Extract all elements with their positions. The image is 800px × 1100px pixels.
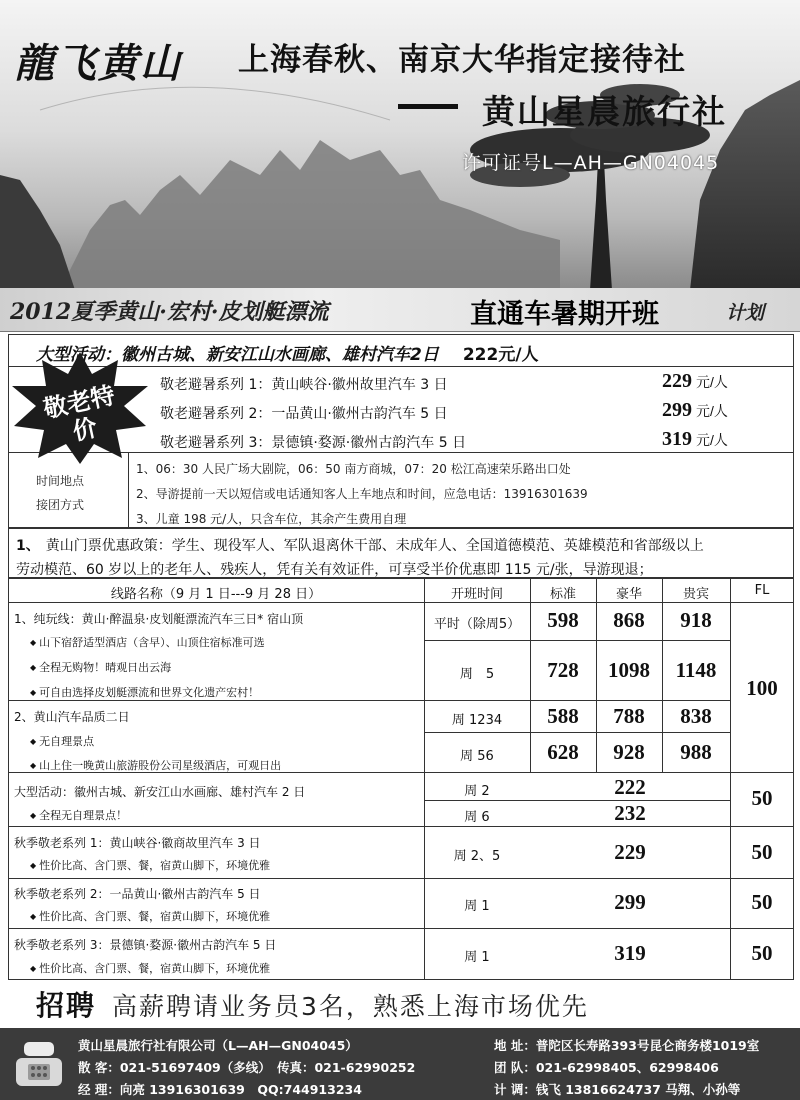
info-line-3: 3、儿童 198 元/人，只含车位，其余产生费用自理 xyxy=(136,512,407,526)
series-price-3: 319 元/人 xyxy=(662,428,728,450)
route-bullet: ◆ 无自理景点 xyxy=(30,733,94,749)
header-fl: FL xyxy=(754,583,770,598)
info-line-2: 2、导游提前一天以短信或电话通知客人上车地点和时间，应急电话：13916301639 xyxy=(136,487,588,501)
header-schedule: 开班时间 xyxy=(450,587,503,602)
schedule-cell: 平时（除周5） xyxy=(433,617,521,632)
route-bullet: ◆ 全程无购物！晴观日出云海 xyxy=(30,659,171,675)
ticket-policy: 1、 黄山门票优惠政策：学生、现役军人、军队退离休干部、未成年人、全国道德模范、英雄模范和省部级以上 劳动模范、60 岁以上的老年人、残疾人，凭有关有效证件，可享受半价优惠即 115 元/张，导游现退； xyxy=(16,538,704,578)
recruit-text: 高薪聘请业务员3名，熟悉上海市场优先 xyxy=(112,992,589,1021)
fl-value: 50 xyxy=(751,890,773,914)
series-price-1: 229 元/人 xyxy=(662,370,728,392)
route-title-3: 大型活动：徽州古城、新安江山水画廊、雄村汽车 2 日 xyxy=(14,785,306,799)
fl-value: 100 xyxy=(746,676,778,700)
telephone-icon xyxy=(10,1036,68,1092)
schedule-cell: 周 2 xyxy=(464,784,490,799)
series-item-2: 敬老避暑系列 2：一品黄山·徽州古韵汽车 5 日 xyxy=(160,406,448,422)
price-cell: 319 xyxy=(614,941,646,965)
series-item-3: 敬老避暑系列 3：景德镇·婺源·徽州古韵汽车 5 日 xyxy=(160,435,467,451)
header-banner xyxy=(0,0,800,290)
price-vip: 1148 xyxy=(675,658,717,682)
schedule-cell: 周 1 xyxy=(464,899,490,914)
info-label-pickup: 接团方式 xyxy=(36,498,85,512)
price-vip: 838 xyxy=(680,704,712,728)
schedule-cell: 周 1 xyxy=(464,950,490,965)
series-item-1: 敬老避暑系列 1：黄山峡谷·徽州故里汽车 3 日 xyxy=(160,377,448,393)
price-standard: 598 xyxy=(547,608,579,632)
contact-planner: 计 调：钱飞 13816624737 马翔、小孙等 xyxy=(494,1082,741,1097)
route-bullet: ◆ 性价比高、含门票、餐，宿黄山脚下，环境优雅 xyxy=(30,857,270,873)
contact-tel-fax: 散 客：021-51697409（多线） 传真：021-62990252 xyxy=(78,1060,416,1075)
route-bullet: ◆ 可自由选择皮划艇漂流和世界文化遗产宏村！ xyxy=(30,684,259,700)
price-standard: 728 xyxy=(547,658,579,682)
price-deluxe: 928 xyxy=(613,740,645,764)
contact-group: 团 队：021-62998405、62998406 xyxy=(494,1060,719,1075)
company-name: 黄山星晨旅行社有限公司（L—AH—GN04045） xyxy=(78,1038,358,1053)
schedule-cell: 周 1234 xyxy=(451,713,503,728)
contact-address: 地 址：普陀区长寿路393号昆仑商务楼1019室 xyxy=(494,1038,760,1053)
price-deluxe: 1098 xyxy=(608,658,650,682)
route-bullet: ◆ 全程无自理景点！ xyxy=(30,807,127,823)
license-number: 许可证号L—AH—GN04045 xyxy=(462,152,720,174)
route-title-1: 1、纯玩线：黄山·醉温泉·皮划艇漂流汽车三日* 宿山顶 xyxy=(14,612,304,626)
promo-headline-price: 222元/人 xyxy=(462,345,539,365)
senior-discount-badge: 敬老特价 xyxy=(40,381,118,446)
plan-title-part-2: 直通车暑期开班 xyxy=(470,299,659,330)
price-deluxe: 788 xyxy=(613,704,645,728)
schedule-cell: 周 56 xyxy=(460,749,494,764)
route-title-5: 秋季敬老系列 2：一品黄山·徽州古韵汽车 5 日 xyxy=(14,887,261,901)
route-title-2: 2、黄山汽车品质二日 xyxy=(14,710,130,724)
plan-title-part-3: 计划 xyxy=(726,302,765,324)
header-deluxe: 豪华 xyxy=(615,587,642,602)
schedule-cell: 周 2、5 xyxy=(453,849,501,864)
header-route: 线路名称（9 月 1 日---9 月 28 日） xyxy=(110,587,322,602)
price-vip: 988 xyxy=(680,740,712,764)
plan-title-strip xyxy=(0,288,800,332)
route-title-6: 秋季敬老系列 3：景德镇·婺源·徽州古韵汽车 5 日 xyxy=(14,938,277,952)
price-cell: 222 xyxy=(614,775,646,799)
price-cell: 299 xyxy=(614,890,646,914)
fl-value: 50 xyxy=(751,786,773,810)
plan-title-part-1: 2012夏季黄山·宏村·皮划艇漂流 xyxy=(10,299,329,325)
price-cell: 232 xyxy=(614,801,646,825)
schedule-cell: 周 5 xyxy=(459,667,495,682)
promo-headline: 大型活动：徽州古城、新安江山水画廊、雄村汽车2日 222元/人 xyxy=(36,345,539,365)
price-cell: 229 xyxy=(614,840,646,864)
agency-headline: 上海春秋、南京大华指定接待社 xyxy=(238,42,686,78)
brand-logo: 龍飞黄山 xyxy=(14,40,182,87)
price-standard: 588 xyxy=(547,704,579,728)
route-bullet: ◆ 性价比高、含门票、餐，宿黄山脚下，环境优雅 xyxy=(30,908,270,924)
route-bullet: ◆ 性价比高、含门票、餐，宿黄山脚下，环境优雅 xyxy=(30,960,270,976)
price-standard: 628 xyxy=(547,740,579,764)
route-title-4: 秋季敬老系列 1：黄山峡谷·徽商故里汽车 3 日 xyxy=(14,836,261,850)
price-deluxe: 868 xyxy=(613,608,645,632)
fl-value: 50 xyxy=(751,840,773,864)
header-standard: 标准 xyxy=(549,587,576,602)
info-label-time-place: 时间地点 xyxy=(36,474,85,488)
schedule-cell: 周 6 xyxy=(464,810,490,825)
fl-value: 50 xyxy=(751,941,773,965)
agency-name: 黄山星晨旅行社 xyxy=(482,92,727,131)
contact-footer xyxy=(0,1028,800,1100)
info-line-1: 1、06：30 人民广场大剧院，06：50 南方商城，07：20 松江高速荣乐路出口处 xyxy=(136,462,571,476)
series-price-2: 299 元/人 xyxy=(662,399,728,421)
recruit-banner xyxy=(36,984,589,1024)
contact-manager: 经 理：向亮 13916301639 QQ:744913234 xyxy=(78,1082,362,1097)
recruit-label: 招聘 xyxy=(36,989,97,1022)
route-bullet: ◆ 山上住一晚黄山旅游股份公司星级酒店，可观日出 xyxy=(30,757,281,773)
price-vip: 918 xyxy=(680,608,712,632)
header-vip: 贵宾 xyxy=(682,587,709,602)
route-bullet: ◆ 山下宿舒适型酒店（含早）、山顶住宿标准可选 xyxy=(30,634,265,650)
